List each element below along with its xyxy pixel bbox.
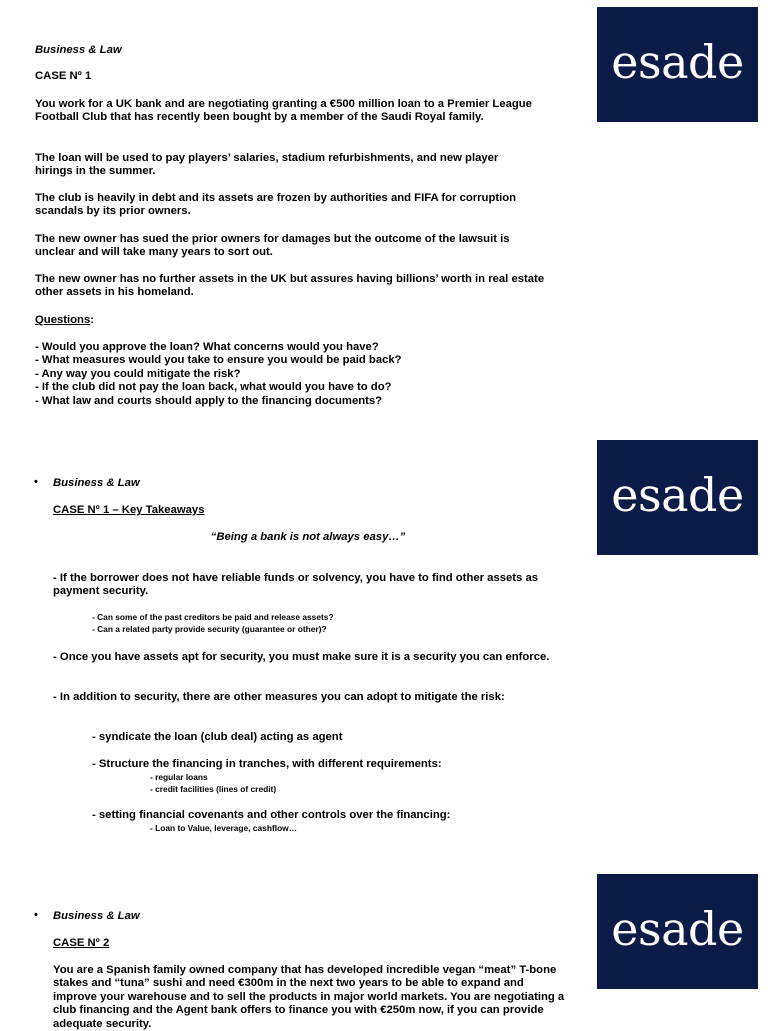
measure-item: - Structure the financing in tranches, with different requirements: — [92, 758, 442, 770]
esade-logo — [597, 440, 758, 555]
takeaway-quote: “Being a bank is not always easy…” — [210, 531, 406, 543]
case-title: CASE Nº 1 — [35, 70, 92, 82]
esade-logo — [597, 874, 758, 989]
case-paragraph: You are a Spanish family owned company that has developed incredible vegan “meat” T-bone stakes and “tuna” sushi and need €300m in the next two years to be able to expand and improve your warehouse and to sell the products in major world markets. You are negotiating a club financing and the Agent bank offers to finance you with €250m now, if you can provide adequate security. — [53, 964, 565, 1030]
slide-case-1 — [0, 0, 768, 434]
takeaway-point: - If the borrower does not have reliable funds or solvency, you have to find other assets as payment security. — [53, 572, 539, 598]
question-item: - What measures would you take to ensure you would be paid back? — [35, 354, 402, 367]
question-item: - If the club did not pay the loan back, what would you have to do? — [35, 381, 392, 394]
question-item: - What law and courts should apply to the financing documents? — [35, 394, 383, 407]
questions-heading — [35, 314, 94, 327]
bullet-icon: • — [34, 909, 38, 921]
sub-item: - credit facilities (lines of credit) — [150, 783, 277, 794]
question-item: - Any way you could mitigate the risk? — [35, 367, 241, 380]
measure-item: - setting financial covenants and other controls over the financing: — [92, 809, 451, 821]
slide-case-1-takeaways — [0, 434, 768, 868]
measure-sublist — [150, 772, 450, 795]
slide-header: Business & Law — [53, 910, 140, 922]
sub-item: - Can a related party provide security (guarantee or other)? — [92, 623, 327, 634]
takeaway-point: - Once you have assets apt for security, you must make sure it is a security you can enforce. — [53, 651, 550, 663]
case-paragraph: The club is heavily in debt and its assets are frozen by authorities and FIFA for corruption scandals by its prior owners. — [35, 192, 517, 218]
question-item: - Would you approve the loan? What concerns would you have? — [35, 341, 379, 353]
case-title: CASE Nº 2 — [53, 937, 110, 949]
slide-header: Business & Law — [53, 477, 140, 489]
case-paragraph: The loan will be used to pay players’ salaries, stadium refurbishments, and new player hirings in the summer. — [35, 152, 499, 178]
slide-case-2 — [0, 868, 768, 1030]
sub-item: - Loan to Value, leverage, cashflow… — [150, 823, 298, 833]
case-paragraph: The new owner has no further assets in the UK but assures having billions’ worth in real estate other assets in his homeland. — [35, 273, 545, 299]
measure-item: - syndicate the loan (club deal) acting as agent — [92, 731, 343, 743]
case-title: CASE Nº 1 – Key Takeaways — [53, 504, 205, 516]
logo-text: esade — [611, 467, 744, 522]
logo-text: esade — [611, 901, 744, 956]
bullet-icon: • — [34, 476, 38, 488]
slide-header: Business & Law — [35, 44, 122, 56]
takeaway-point: - In addition to security, there are other measures you can adopt to mitigate the risk: — [53, 691, 505, 703]
questions-label: Questions — [35, 314, 91, 326]
logo-text: esade — [611, 34, 744, 89]
case-paragraph: The new owner has sued the prior owners for damages but the outcome of the lawsuit is unclear and will take many years to sort out. — [35, 233, 510, 259]
questions-list — [35, 341, 575, 408]
sub-item: - Can some of the past creditors be paid and release assets? — [92, 612, 334, 622]
case-paragraph: You work for a UK bank and are negotiating granting a €500 million loan to a Premier League Football Club that has recently been bought by a member of the Saudi Royal family. — [35, 98, 532, 124]
esade-logo — [597, 7, 758, 122]
questions-colon: : — [90, 314, 95, 326]
sub-item: - regular loans — [150, 772, 208, 782]
takeaway-sublist — [92, 612, 532, 635]
